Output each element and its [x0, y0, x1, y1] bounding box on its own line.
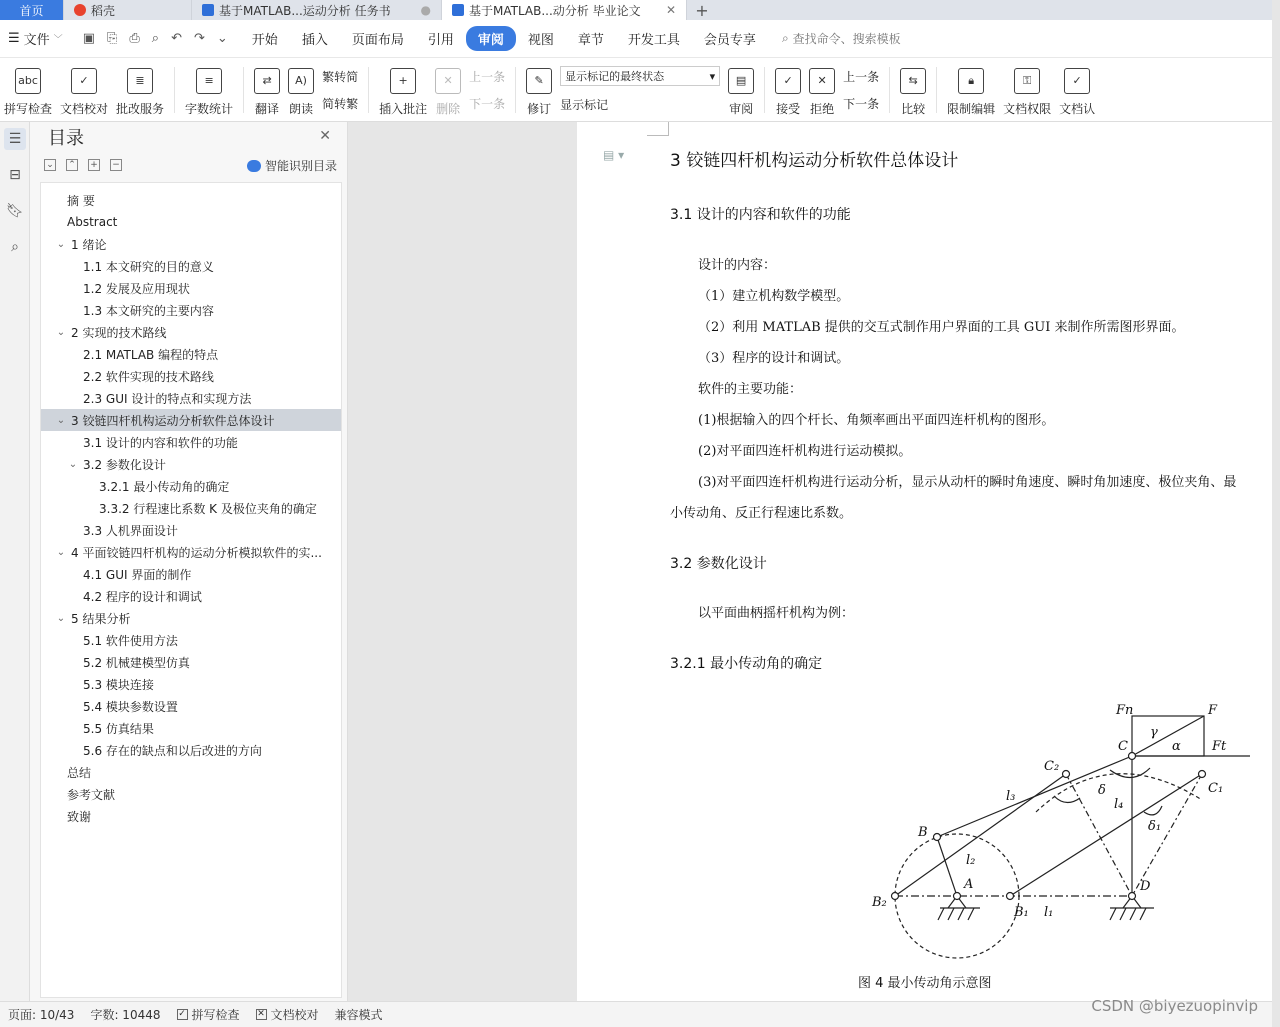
heading-3-2-1: 3.2.1 最小传动角的确定	[670, 656, 823, 672]
word-count-icon: ≡	[196, 68, 222, 94]
fig-label: C₁	[1208, 781, 1224, 796]
checkbox-icon: ✓	[178, 1009, 186, 1019]
menu-view[interactable]: 视图	[527, 33, 554, 48]
track-changes-icon: ✎	[526, 68, 552, 94]
toc-item-label: 3.1 设计的内容和软件的功能	[83, 435, 238, 450]
menu-developer[interactable]: 开发工具	[627, 33, 680, 48]
toc-item-label: 5.1 软件使用方法	[83, 633, 178, 648]
prev-comment-button[interactable]: 上一条	[469, 69, 506, 84]
expand-all-icon[interactable]: ⌃	[66, 159, 78, 171]
toc-item-label: 4 平面铰链四杆机构的运动分析模拟软件的实...	[71, 545, 322, 560]
toc-item[interactable]	[41, 629, 341, 651]
toc-item-label: 参考文献	[67, 787, 116, 802]
toc-item[interactable]	[41, 717, 341, 739]
joint-c1	[1199, 771, 1206, 778]
command-search[interactable]: ⌕ 查找命令、搜索模板	[781, 31, 901, 46]
fig-label: D	[1140, 879, 1151, 894]
file-menu[interactable]: ☰ 文件 ﹀	[8, 31, 63, 48]
reject-icon: ✕	[809, 68, 835, 94]
toc-item-label: 3.3 人机界面设计	[83, 523, 178, 538]
redo-icon[interactable]: ↷	[193, 31, 205, 46]
show-marks-button[interactable]: 显示标记	[560, 98, 609, 112]
fig-label: F	[1208, 703, 1218, 718]
fig-label: B₂	[872, 895, 887, 910]
spell-check-icon: abc	[15, 68, 41, 94]
ribbon-separator	[764, 67, 765, 113]
remove-heading-icon[interactable]: −	[110, 159, 122, 171]
translate-button[interactable]: ⇄ 翻译	[250, 63, 284, 117]
margin-marker	[647, 122, 669, 136]
toc-item[interactable]	[41, 761, 341, 783]
toc-item[interactable]	[41, 607, 341, 629]
reject-button[interactable]: ✕ 拒绝	[805, 63, 839, 117]
toc-item-label: 5.5 仿真结果	[83, 721, 154, 736]
fig-label: C	[1118, 739, 1128, 754]
crank-link	[937, 837, 957, 896]
chevron-down-icon[interactable]: ⌄	[56, 238, 66, 250]
paragraph: (1)根据输入的四个杆长、角频率画出平面四连杆机构的图形。	[698, 413, 1055, 428]
fig-label: B	[918, 825, 928, 840]
hatch	[948, 908, 954, 920]
ribbon-separator	[243, 67, 244, 113]
chevron-down-icon[interactable]: ⌄	[56, 326, 66, 338]
toc-item[interactable]	[41, 651, 341, 673]
hatch	[1120, 908, 1126, 920]
paragraph: 以平面曲柄摇杆机构为例：	[698, 606, 855, 621]
delta-arc	[1110, 768, 1150, 778]
toc-list	[40, 182, 342, 998]
heading-chapter-3: 3 铰链四杆机构运动分析软件总体设计	[670, 151, 959, 171]
fig-label: Ft	[1212, 739, 1227, 754]
fig-label: l₃	[1006, 789, 1016, 804]
paragraph: （3）程序的设计和调试。	[698, 351, 850, 366]
tab-thesis[interactable]: 基于MATLAB...动分析 毕业论文 ✕	[442, 0, 687, 20]
toc-item-label: 摘 要	[67, 193, 95, 208]
batch-service-button[interactable]: ≣ 批改服务	[112, 63, 168, 117]
word-count-button[interactable]: ≡ 字数统计	[181, 63, 237, 117]
translate-icon: ⇄	[254, 68, 280, 94]
toc-toolbar	[30, 152, 347, 178]
toc-item[interactable]	[41, 541, 341, 563]
display-group	[556, 66, 724, 113]
paragraph: (3)对平面四连杆机构进行运动分析，显示从动杆的瞬时角速度、瞬时角加速度、极位夹角、最	[698, 475, 1237, 490]
batch-icon: ≣	[127, 68, 153, 94]
toc-item[interactable]	[41, 431, 341, 453]
chevron-down-icon: ▾	[709, 69, 716, 83]
toc-item[interactable]	[41, 497, 341, 519]
toc-item-label: 5 结果分析	[71, 611, 131, 626]
comment-nav-group	[465, 68, 509, 112]
word-count-indicator[interactable]: 字数: 10448	[90, 1008, 161, 1022]
toc-item-label: 4.2 程序的设计和调试	[83, 589, 202, 604]
tab-close-icon[interactable]: ✕	[665, 3, 676, 17]
menu-bar	[0, 20, 1272, 58]
force-vector	[1132, 716, 1204, 756]
smart-toc-button[interactable]: 智能识别目录	[247, 157, 337, 174]
export-icon[interactable]: ⎘	[106, 31, 118, 46]
menu-insert[interactable]: 插入	[301, 33, 328, 48]
search-icon: ⌕	[781, 31, 789, 45]
page-doc-icon[interactable]: ▤ ▾	[603, 148, 625, 162]
toc-item-label: 2.2 软件实现的技术路线	[83, 369, 214, 384]
display-mode-select[interactable]: 显示标记的最终状态 ▾	[560, 66, 720, 86]
menu-review[interactable]: 审阅	[466, 26, 516, 51]
toc-item-label: 2.3 GUI 设计的特点和实现方法	[83, 391, 252, 406]
delete-comment-button[interactable]: ✕ 删除	[431, 63, 465, 117]
quick-access	[71, 31, 240, 46]
c2-angle-arc	[1054, 796, 1080, 803]
toc-item[interactable]	[41, 739, 341, 761]
toc-item-label: 致谢	[67, 809, 92, 824]
toc-item-label: 2 实现的技术路线	[71, 325, 167, 340]
menu-reference[interactable]: 引用	[427, 33, 454, 48]
toc-item[interactable]	[41, 453, 341, 475]
bookmark-icon[interactable]: 🔖︎	[6, 203, 24, 219]
joint-c2	[1063, 771, 1070, 778]
page-indicator[interactable]: 页面: 10/43	[8, 1008, 75, 1022]
fig-label: δ₁	[1148, 819, 1162, 834]
next-change-button[interactable]: 下一条	[843, 96, 880, 111]
toc-item[interactable]	[41, 695, 341, 717]
fig-label: Fn	[1116, 703, 1134, 718]
word-doc-icon	[202, 4, 214, 16]
toc-item[interactable]	[41, 783, 341, 805]
tab-bar	[0, 0, 1272, 20]
toc-item-label: 1 绪论	[71, 237, 107, 252]
menu-start[interactable]: 开始	[251, 33, 278, 48]
proof-icon: ✕	[257, 1009, 265, 1019]
delete-comment-icon: ✕	[435, 68, 461, 94]
next-comment-button[interactable]: 下一条	[469, 96, 506, 111]
trad-to-simp-button[interactable]: 繁转简	[322, 69, 359, 84]
chevron-down-icon[interactable]: ⌄	[56, 414, 66, 426]
toc-item[interactable]	[41, 255, 341, 277]
convert-group	[318, 68, 362, 112]
toc-item[interactable]	[41, 189, 341, 211]
paragraph: （2）利用 MATLAB 提供的交互式制作用户界面的工具 GUI 来制作所需图形界面。	[698, 320, 1185, 335]
tab-docer[interactable]: 稻壳	[64, 0, 192, 20]
simp-to-trad-button[interactable]: 简转繁	[322, 96, 359, 111]
heading-3-1: 3.1 设计的内容和软件的功能	[670, 207, 851, 223]
toc-item[interactable]	[41, 475, 341, 497]
toc-item-label: 5.3 模块连接	[83, 677, 154, 692]
restrict-edit-button[interactable]: 🔒︎ 限制编辑	[943, 63, 999, 117]
toc-item-label: 总结	[67, 765, 92, 780]
toc-item[interactable]	[41, 211, 341, 233]
tab-home[interactable]: 首页	[0, 0, 64, 20]
paragraph: （1）建立机构数学模型。	[698, 289, 850, 304]
compare-button[interactable]: ⇆ 比较	[896, 63, 930, 117]
undo-icon[interactable]: ↶	[171, 31, 182, 46]
joint-b	[934, 834, 941, 841]
heading-3-2: 3.2 参数化设计	[670, 556, 767, 572]
read-aloud-button[interactable]: A) 朗读	[284, 63, 318, 117]
toc-item[interactable]	[41, 343, 341, 365]
menu-section[interactable]: 章节	[577, 33, 604, 48]
status-bar	[0, 1001, 1272, 1027]
menu-layout[interactable]: 页面布局	[351, 33, 404, 48]
word-doc-icon	[452, 4, 464, 16]
min-transmission-angle-figure	[810, 702, 1227, 962]
doc-proof-button[interactable]: ✓ 文档校对	[56, 63, 112, 117]
toc-item[interactable]	[41, 519, 341, 541]
hatch	[938, 908, 944, 920]
search-icon[interactable]: ⌕	[11, 239, 19, 255]
toc-item[interactable]	[41, 321, 341, 343]
track-changes-button[interactable]: ✎ 修订	[522, 63, 556, 117]
toc-item[interactable]	[41, 387, 341, 409]
compare-icon: ⇆	[900, 68, 926, 94]
toc-item[interactable]	[41, 233, 341, 255]
doc-permission-button[interactable]: ⚿ 文档权限	[999, 63, 1055, 117]
toc-item-label: 3.2 参数化设计	[83, 457, 166, 472]
toc-item[interactable]	[41, 805, 341, 827]
ribbon-separator	[368, 67, 369, 113]
print-icon[interactable]: ⎙	[129, 31, 140, 46]
lock-icon: 🔒︎	[958, 68, 984, 94]
hatch	[968, 908, 974, 920]
toc-item[interactable]	[41, 299, 341, 321]
toc-icon[interactable]: ☰	[4, 128, 26, 150]
outline-icon[interactable]: ⊟	[9, 167, 21, 183]
ribbon	[0, 58, 1272, 122]
joint-c	[1129, 753, 1136, 760]
fig-label: l₁	[1044, 905, 1054, 920]
collapse-all-icon[interactable]: ⌄	[44, 159, 56, 171]
toc-item-label: 5.4 模块参数设置	[83, 699, 178, 714]
spell-check-toggle[interactable]: ✓ 拼写检查	[178, 1008, 240, 1022]
change-nav-group	[839, 68, 883, 112]
rocker-limit-c1d	[1132, 774, 1202, 896]
paragraph: 小传动角、反正行程速比系数。	[670, 506, 853, 521]
review-pane-icon: ▤	[728, 68, 754, 94]
joint-b2	[892, 893, 899, 900]
fig-label: C₂	[1044, 759, 1060, 774]
chevron-down-icon[interactable]: ⌄	[68, 458, 78, 470]
toc-item[interactable]	[41, 409, 341, 431]
docer-icon	[74, 4, 86, 16]
toc-header: 目录 ✕	[48, 128, 331, 149]
tab-task-book[interactable]: 基于MATLAB...运动分析 任务书 ●	[192, 0, 442, 20]
toc-item-label: 4.1 GUI 界面的制作	[83, 567, 192, 582]
document-page	[577, 122, 1272, 1001]
more-icon[interactable]: ⌄	[216, 31, 228, 46]
toc-item[interactable]	[41, 585, 341, 607]
menu-member[interactable]: 会员专享	[703, 33, 756, 48]
fig-label: γ	[1150, 725, 1158, 740]
close-icon[interactable]: ✕	[319, 128, 331, 144]
hatch	[1130, 908, 1136, 920]
comment-icon: +	[390, 68, 416, 94]
accept-button[interactable]: ✓ 接受	[771, 63, 805, 117]
proof-icon: ✓	[71, 68, 97, 94]
toc-pane	[30, 122, 348, 1001]
fig-label: δ	[1098, 783, 1106, 798]
accept-icon: ✓	[775, 68, 801, 94]
new-tab-button[interactable]: +	[695, 0, 709, 20]
ribbon-separator	[515, 67, 516, 113]
toc-item-label: 3 铰链四杆机构运动分析软件总体设计	[71, 413, 275, 428]
chevron-down-icon[interactable]: ⌄	[56, 612, 66, 624]
insert-comment-button[interactable]: + 插入批注	[375, 63, 431, 117]
ribbon-separator	[936, 67, 937, 113]
paragraph: 软件的主要功能：	[698, 382, 803, 397]
chevron-down-icon: ﹀	[53, 35, 63, 45]
toc-item[interactable]	[41, 277, 341, 299]
joint-b1	[1007, 893, 1014, 900]
toc-item[interactable]	[41, 365, 341, 387]
permission-icon: ⚿	[1014, 68, 1040, 94]
toc-item-label: 5.2 机械建模型仿真	[83, 655, 190, 670]
fig-label: l₂	[966, 853, 976, 868]
toc-item-label: 2.1 MATLAB 编程的特点	[83, 347, 219, 362]
smart-toc-icon	[247, 160, 261, 172]
preview-icon[interactable]: ⌕	[151, 31, 160, 46]
fig-label: α	[1172, 739, 1181, 754]
figure-caption: 图 4 最小传动角示意图	[858, 976, 992, 991]
ribbon-separator	[174, 67, 175, 113]
shield-icon: ✓	[1064, 68, 1090, 94]
side-icon-strip	[0, 122, 30, 1001]
toc-item-label: 5.6 存在的缺点和以后改进的方向	[83, 743, 262, 758]
joint-a	[954, 893, 961, 900]
watermark: CSDN @biyezuopinvip	[1091, 997, 1258, 1015]
compat-mode: 兼容模式	[334, 1008, 383, 1022]
fig-label: B₁	[1014, 905, 1029, 920]
toc-item-label: 1.2 发展及应用现状	[83, 281, 190, 296]
hatch	[1140, 908, 1146, 920]
save-icon[interactable]: ▣	[82, 31, 95, 46]
toc-item-label: 3.2.1 最小传动角的确定	[99, 479, 230, 494]
paragraph: 设计的内容：	[698, 258, 777, 273]
hatch	[1110, 908, 1116, 920]
prev-change-button[interactable]: 上一条	[843, 69, 880, 84]
toc-item[interactable]	[41, 563, 341, 585]
tab-close-icon[interactable]: ●	[420, 3, 431, 17]
fig-label: l₄	[1114, 797, 1124, 812]
toc-item[interactable]	[41, 673, 341, 695]
hamburger-icon: ☰	[8, 31, 20, 46]
fig-label: A	[964, 877, 974, 892]
read-aloud-icon: A)	[288, 68, 314, 94]
spell-check-button[interactable]: abc 拼写检查	[0, 63, 56, 117]
ribbon-separator	[889, 67, 890, 113]
joint-d	[1129, 893, 1136, 900]
chevron-down-icon[interactable]: ⌄	[56, 546, 66, 558]
toc-item-label: Abstract	[67, 215, 118, 229]
toc-item-label: 1.1 本文研究的目的意义	[83, 259, 214, 274]
toc-item-label: 1.3 本文研究的主要内容	[83, 303, 214, 318]
add-heading-icon[interactable]: +	[88, 159, 100, 171]
paragraph: (2)对平面四连杆机构进行运动模拟。	[698, 444, 912, 459]
delta1-arc	[1144, 806, 1162, 815]
doc-auth-button[interactable]: ✓ 文档认	[1055, 63, 1099, 117]
limit-line-b1c1	[1010, 774, 1202, 896]
toc-item-label: 3.3.2 行程速比系数 K 及极位夹角的确定	[99, 501, 317, 516]
proof-toggle[interactable]: ✕ 文档校对	[257, 1008, 319, 1022]
hatch	[958, 908, 964, 920]
review-pane-button[interactable]: ▤ 审阅	[724, 63, 758, 117]
